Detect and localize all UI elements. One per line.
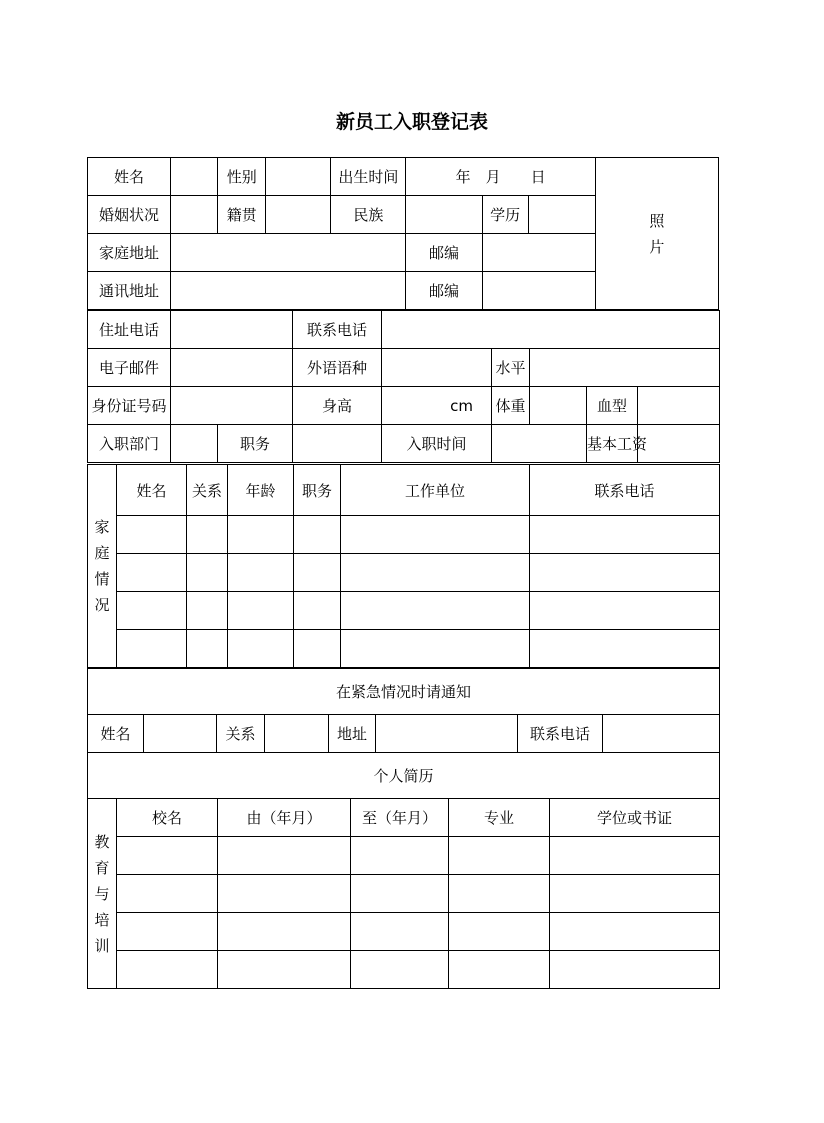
family-header-relation: 关系: [187, 465, 228, 516]
email-label: 电子邮件: [88, 349, 171, 387]
birth-label: 出生时间: [331, 158, 406, 196]
table-cell[interactable]: [187, 592, 228, 630]
contact-info-table: [87, 310, 720, 463]
birth-field[interactable]: 年 月 日: [406, 158, 595, 196]
table-row: [88, 516, 720, 554]
table-cell[interactable]: [550, 875, 720, 913]
table-row: [88, 837, 720, 875]
height-label: 身高: [293, 387, 382, 425]
table-cell[interactable]: [294, 554, 341, 592]
table-cell[interactable]: [449, 951, 550, 989]
edu-char-5: 训: [94, 936, 110, 955]
table-cell[interactable]: [341, 630, 530, 668]
salary-label: 基本工资: [587, 425, 638, 463]
table-cell[interactable]: [351, 951, 449, 989]
table-cell[interactable]: [341, 516, 530, 554]
emergency-relation-label: 关系: [217, 715, 265, 753]
hire-date-field[interactable]: [492, 425, 587, 463]
salary-field[interactable]: [638, 425, 720, 463]
edu-char-2: 育: [94, 858, 110, 877]
height-unit: cm: [450, 396, 474, 415]
height-field[interactable]: [382, 387, 492, 425]
table-cell[interactable]: [228, 592, 294, 630]
emergency-phone-field[interactable]: [603, 715, 720, 753]
emergency-heading: 在紧急情况时请通知: [88, 669, 720, 715]
table-cell[interactable]: [449, 875, 550, 913]
postcode-field[interactable]: [482, 234, 595, 272]
table-cell[interactable]: [117, 592, 187, 630]
form-title: 新员工入职登记表: [335, 111, 488, 133]
table-cell[interactable]: [550, 951, 720, 989]
mailing-address-field[interactable]: [171, 272, 406, 310]
table-cell[interactable]: [294, 592, 341, 630]
family-header-age: 年龄: [228, 465, 294, 516]
table-cell[interactable]: [550, 837, 720, 875]
family-char-2: 庭: [94, 544, 110, 562]
contact-phone-label: 联系电话: [293, 311, 382, 349]
position-field[interactable]: [293, 425, 382, 463]
family-header-phone: 联系电话: [530, 465, 720, 516]
table-row: [88, 630, 720, 668]
language-field[interactable]: [382, 349, 492, 387]
level-label: 水平: [492, 349, 530, 387]
id-field[interactable]: [171, 387, 293, 425]
home-phone-field[interactable]: [171, 311, 293, 349]
education-section-label: [88, 799, 117, 989]
postcode2-field[interactable]: [482, 272, 595, 310]
home-address-field[interactable]: [171, 234, 406, 272]
ethnicity-field[interactable]: [406, 196, 482, 234]
table-cell[interactable]: [218, 913, 351, 951]
table-cell[interactable]: [351, 913, 449, 951]
home-phone-label: 住址电话: [88, 311, 171, 349]
photo-char-1: 照: [649, 211, 665, 230]
postcode2-label: 邮编: [406, 272, 482, 310]
table-cell[interactable]: [187, 630, 228, 668]
blood-label: 血型: [587, 387, 638, 425]
family-char-1: 家: [94, 518, 110, 536]
edu-header-from: 由（年月）: [218, 799, 351, 837]
weight-label: 体重: [492, 387, 530, 425]
family-header-employer: 工作单位: [341, 465, 530, 516]
edu-char-4: 培: [94, 910, 110, 929]
table-cell[interactable]: [228, 630, 294, 668]
email-field[interactable]: [171, 349, 293, 387]
family-header-name: 姓名: [117, 465, 187, 516]
table-cell[interactable]: [530, 592, 720, 630]
table-cell[interactable]: [449, 913, 550, 951]
table-cell[interactable]: [117, 951, 218, 989]
emergency-phone-label: 联系电话: [518, 715, 603, 753]
level-field[interactable]: [530, 349, 720, 387]
education-label: 学历: [482, 196, 528, 234]
family-table: [87, 464, 720, 668]
table-cell[interactable]: [117, 875, 218, 913]
education-field[interactable]: [528, 196, 595, 234]
basic-info-table: [87, 157, 719, 310]
table-cell[interactable]: [530, 554, 720, 592]
table-row: [88, 913, 720, 951]
table-cell[interactable]: [449, 837, 550, 875]
table-cell[interactable]: [228, 516, 294, 554]
table-cell[interactable]: [294, 630, 341, 668]
home-address-label: 家庭地址: [88, 234, 171, 272]
family-char-4: 况: [94, 596, 110, 614]
native-field[interactable]: [266, 196, 331, 234]
table-cell[interactable]: [117, 913, 218, 951]
family-header-position: 职务: [294, 465, 341, 516]
family-char-3: 情: [94, 570, 110, 588]
table-row: [88, 875, 720, 913]
emergency-table: [87, 668, 720, 799]
photo-box[interactable]: [595, 158, 718, 310]
table-cell[interactable]: [117, 554, 187, 592]
position-label: 职务: [218, 425, 293, 463]
dept-field[interactable]: [171, 425, 218, 463]
table-cell[interactable]: [218, 875, 351, 913]
table-cell[interactable]: [218, 951, 351, 989]
emergency-name-field[interactable]: [144, 715, 217, 753]
emergency-relation-field[interactable]: [265, 715, 329, 753]
table-cell[interactable]: [530, 630, 720, 668]
edu-header-degree: 学位或书证: [550, 799, 720, 837]
table-cell[interactable]: [530, 516, 720, 554]
gender-field[interactable]: [266, 158, 331, 196]
education-table: [87, 798, 720, 989]
dept-label: 入职部门: [88, 425, 171, 463]
id-label: 身份证号码: [88, 387, 171, 425]
table-cell[interactable]: [187, 516, 228, 554]
language-label: 外语语种: [293, 349, 382, 387]
mailing-address-label: 通讯地址: [88, 272, 171, 310]
marital-field[interactable]: [171, 196, 218, 234]
table-cell[interactable]: [351, 875, 449, 913]
emergency-address-label: 地址: [329, 715, 376, 753]
edu-char-1: 教: [94, 832, 110, 851]
edu-header-to: 至（年月）: [351, 799, 449, 837]
table-cell[interactable]: [117, 516, 187, 554]
table-cell[interactable]: [218, 837, 351, 875]
edu-char-3: 与: [94, 884, 110, 903]
name-label: 姓名: [88, 158, 171, 196]
edu-header-school: 校名: [117, 799, 218, 837]
resume-heading: 个人简历: [88, 753, 720, 799]
table-cell[interactable]: [341, 592, 530, 630]
name-field[interactable]: [171, 158, 218, 196]
edu-header-major: 专业: [449, 799, 550, 837]
family-section-label: [88, 465, 117, 668]
marital-label: 婚姻状况: [88, 196, 171, 234]
table-row: [88, 554, 720, 592]
table-cell[interactable]: [187, 554, 228, 592]
weight-field[interactable]: [530, 387, 587, 425]
gender-label: 性别: [218, 158, 266, 196]
table-cell[interactable]: [550, 913, 720, 951]
table-cell[interactable]: [117, 630, 187, 668]
blood-field[interactable]: [638, 387, 720, 425]
table-row: [88, 592, 720, 630]
ethnicity-label: 民族: [331, 196, 406, 234]
emergency-address-field[interactable]: [376, 715, 518, 753]
emergency-name-label: 姓名: [88, 715, 144, 753]
postcode-label: 邮编: [406, 234, 482, 272]
table-cell[interactable]: [351, 837, 449, 875]
table-cell[interactable]: [228, 554, 294, 592]
native-label: 籍贯: [218, 196, 266, 234]
table-cell[interactable]: [117, 837, 218, 875]
table-row: [88, 951, 720, 989]
table-cell[interactable]: [294, 516, 341, 554]
photo-char-2: 片: [649, 237, 665, 256]
contact-phone-field[interactable]: [382, 311, 720, 349]
hire-date-label: 入职时间: [382, 425, 492, 463]
table-cell[interactable]: [341, 554, 530, 592]
